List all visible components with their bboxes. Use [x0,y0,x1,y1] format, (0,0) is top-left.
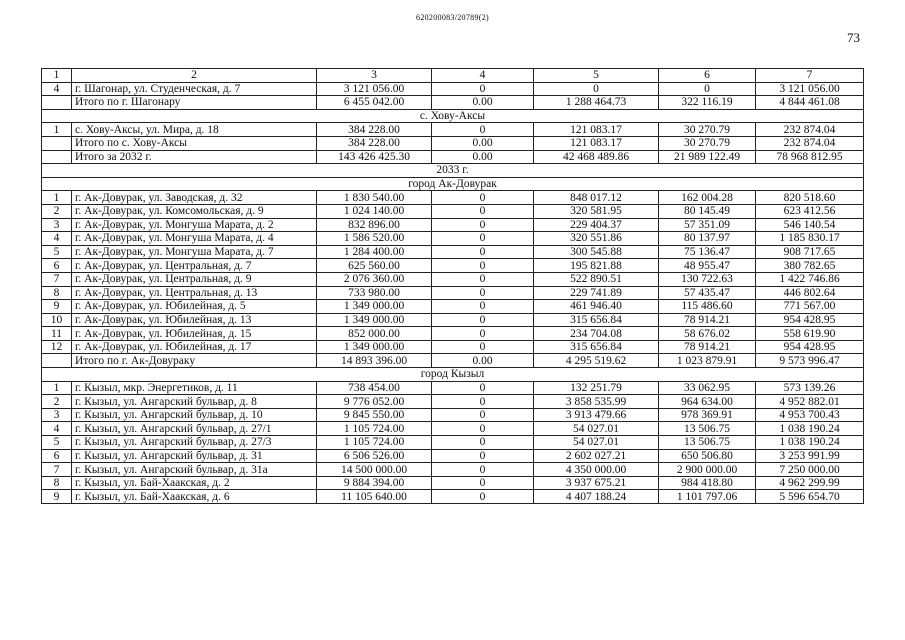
budget-cell: 4 350 000.00 [534,463,659,477]
fund-cell: 0 [432,191,534,205]
row-number: 1 [42,191,72,205]
total-cost-cell: 14 500 000.00 [317,463,432,477]
owner-funds-cell: 9 573 996.47 [756,354,864,368]
local-budget-cell: 30 270.79 [659,136,756,150]
local-budget-cell: 0 [659,82,756,96]
total-cost-cell: 1 024 140.00 [317,204,432,218]
budget-cell: 42 468 489.86 [534,150,659,164]
owner-funds-cell: 78 968 812.95 [756,150,864,164]
owner-funds-cell: 4 952 882.01 [756,395,864,409]
fund-cell: 0 [432,232,534,246]
address-cell: г. Ак-Довурак, ул. Заводская, д. 32 [72,191,317,205]
local-budget-cell: 978 369.91 [659,408,756,422]
owner-funds-cell: 7 250 000.00 [756,463,864,477]
fund-cell: 0 [432,463,534,477]
fund-cell: 0 [432,300,534,314]
address-cell: г. Кызыл, ул. Бай-Хаакская, д. 2 [72,476,317,490]
budget-cell: 195 821.88 [534,259,659,273]
budget-cell: 3 913 479.66 [534,408,659,422]
owner-funds-cell: 5 596 654.70 [756,490,864,504]
budget-table [41,68,864,504]
page-number: 73 [847,30,860,45]
owner-funds-cell: 4 844 461.08 [756,96,864,110]
fund-cell: 0 [432,218,534,232]
row-number: 9 [42,490,72,504]
address-cell: г. Ак-Довурак, ул. Монгуша Марата, д. 2 [72,218,317,232]
budget-cell: 4 407 188.24 [534,490,659,504]
address-cell: с. Хову-Аксы, ул. Мира, д. 18 [72,123,317,137]
total-cost-cell: 9 845 550.00 [317,408,432,422]
budget-cell: 2 602 027.21 [534,449,659,463]
address-cell: г. Кызыл, ул. Ангарский бульвар, д. 8 [72,395,317,409]
row-number: 3 [42,218,72,232]
address-cell: Итого по с. Хову-Аксы [72,136,317,150]
local-budget-cell: 78 914.21 [659,313,756,327]
column-header: 4 [432,69,534,83]
table-row [42,408,864,422]
total-cost-cell: 1 830 540.00 [317,191,432,205]
budget-cell: 0 [534,82,659,96]
fund-cell: 0 [432,245,534,259]
total-cost-cell: 14 893 396.00 [317,354,432,368]
budget-cell: 3 937 675.21 [534,476,659,490]
budget-cell: 300 545.88 [534,245,659,259]
row-number: 1 [42,381,72,395]
address-cell: Итого по г. Ак-Довураку [72,354,317,368]
local-budget-cell: 130 722.63 [659,272,756,286]
table-row [42,204,864,218]
fund-cell: 0 [432,286,534,300]
fund-cell: 0.00 [432,96,534,110]
total-cost-cell: 6 455 042.00 [317,96,432,110]
table-row [42,123,864,137]
fund-cell: 0 [432,408,534,422]
section-title: с. Хову-Аксы [42,109,864,123]
local-budget-cell: 48 955.47 [659,259,756,273]
table-body [42,69,864,504]
table-row [42,381,864,395]
owner-funds-cell: 446 802.64 [756,286,864,300]
fund-cell: 0 [432,436,534,450]
local-budget-cell: 30 270.79 [659,123,756,137]
table-row [42,340,864,354]
table-row [42,191,864,205]
address-cell: г. Ак-Довурак, ул. Юбилейная, д. 13 [72,313,317,327]
table-row [42,476,864,490]
budget-cell: 234 704.08 [534,327,659,341]
total-cost-cell: 1 105 724.00 [317,422,432,436]
column-header: 6 [659,69,756,83]
table-row [42,300,864,314]
owner-funds-cell: 1 422 746.86 [756,272,864,286]
total-cost-cell: 738 454.00 [317,381,432,395]
address-cell: г. Кызыл, ул. Бай-Хаакская, д. 6 [72,490,317,504]
fund-cell: 0 [432,395,534,409]
row-number: 9 [42,300,72,314]
budget-cell: 1 288 464.73 [534,96,659,110]
row-number: 4 [42,422,72,436]
owner-funds-cell: 232 874.04 [756,123,864,137]
owner-funds-cell: 908 717.65 [756,245,864,259]
total-cost-cell: 9 884 394.00 [317,476,432,490]
address-cell: Итого за 2032 г. [72,150,317,164]
address-cell: г. Ак-Довурак, ул. Монгуша Марата, д. 7 [72,245,317,259]
fund-cell: 0.00 [432,136,534,150]
owner-funds-cell: 4 953 700.43 [756,408,864,422]
row-number: 11 [42,327,72,341]
table-row [42,245,864,259]
owner-funds-cell: 546 140.54 [756,218,864,232]
fund-cell: 0 [432,204,534,218]
total-cost-cell: 1 105 724.00 [317,436,432,450]
owner-funds-cell: 558 619.90 [756,327,864,341]
table-row [42,395,864,409]
owner-funds-cell: 771 567.00 [756,300,864,314]
total-cost-cell: 1 349 000.00 [317,313,432,327]
row-number [42,150,72,164]
row-number: 6 [42,259,72,273]
owner-funds-cell: 3 121 056.00 [756,82,864,96]
local-budget-cell: 322 116.19 [659,96,756,110]
local-budget-cell: 58 676.02 [659,327,756,341]
total-cost-cell: 384 228.00 [317,123,432,137]
total-row [42,354,864,368]
local-budget-cell: 13 506.75 [659,422,756,436]
column-header: 3 [317,69,432,83]
owner-funds-cell: 232 874.04 [756,136,864,150]
table-row [42,286,864,300]
address-cell: г. Шагонар, ул. Студенческая, д. 7 [72,82,317,96]
row-number: 6 [42,449,72,463]
budget-cell: 461 946.40 [534,300,659,314]
section-title: город Ак-Довурак [42,177,864,191]
owner-funds-cell: 4 962 299.99 [756,476,864,490]
fund-cell: 0.00 [432,354,534,368]
address-cell: г. Ак-Довурак, ул. Юбилейная, д. 5 [72,300,317,314]
budget-cell: 3 858 535.99 [534,395,659,409]
address-cell: г. Ак-Довурак, ул. Юбилейная, д. 15 [72,327,317,341]
budget-cell: 315 656.84 [534,340,659,354]
table-row [42,259,864,273]
section-header-row [42,109,864,123]
owner-funds-cell: 623 412.56 [756,204,864,218]
fund-cell: 0 [432,123,534,137]
local-budget-cell: 650 506.80 [659,449,756,463]
address-cell: г. Ак-Довурак, ул. Центральная, д. 7 [72,259,317,273]
budget-cell: 121 083.17 [534,123,659,137]
total-row [42,150,864,164]
fund-cell: 0 [432,327,534,341]
budget-cell: 229 404.37 [534,218,659,232]
address-cell: г. Кызыл, ул. Ангарский бульвар, д. 31а [72,463,317,477]
fund-cell: 0 [432,476,534,490]
row-number [42,354,72,368]
total-cost-cell: 1 349 000.00 [317,300,432,314]
local-budget-cell: 162 004.28 [659,191,756,205]
column-header: 5 [534,69,659,83]
address-cell: г. Кызыл, ул. Ангарский бульвар, д. 31 [72,449,317,463]
local-budget-cell: 21 989 122.49 [659,150,756,164]
local-budget-cell: 57 435.47 [659,286,756,300]
owner-funds-cell: 820 518.60 [756,191,864,205]
budget-cell: 229 741.89 [534,286,659,300]
local-budget-cell: 80 145.49 [659,204,756,218]
address-cell: г. Ак-Довурак, ул. Центральная, д. 13 [72,286,317,300]
row-number: 7 [42,463,72,477]
row-number: 1 [42,123,72,137]
total-cost-cell: 9 776 052.00 [317,395,432,409]
table-row [42,232,864,246]
local-budget-cell: 984 418.80 [659,476,756,490]
column-header: 7 [756,69,864,83]
total-cost-cell: 832 896.00 [317,218,432,232]
fund-cell: 0 [432,82,534,96]
table-row [42,327,864,341]
section-header-row [42,177,864,191]
fund-cell: 0 [432,422,534,436]
address-cell: г. Кызыл, ул. Ангарский бульвар, д. 10 [72,408,317,422]
document-number: 620200083/20789(2) [416,13,489,22]
table-row [42,82,864,96]
total-cost-cell: 1 349 000.00 [317,340,432,354]
row-number: 12 [42,340,72,354]
section-header-row [42,164,864,178]
table-row [42,436,864,450]
table-row [42,313,864,327]
local-budget-cell: 78 914.21 [659,340,756,354]
column-header: 2 [72,69,317,83]
fund-cell: 0 [432,313,534,327]
total-cost-cell: 6 506 526.00 [317,449,432,463]
row-number: 2 [42,204,72,218]
row-number: 10 [42,313,72,327]
address-cell: г. Кызыл, ул. Ангарский бульвар, д. 27/1 [72,422,317,436]
total-cost-cell: 1 284 400.00 [317,245,432,259]
table-header-row [42,69,864,83]
table-row [42,218,864,232]
local-budget-cell: 1 101 797.06 [659,490,756,504]
section-title: 2033 г. [42,164,864,178]
owner-funds-cell: 380 782.65 [756,259,864,273]
local-budget-cell: 13 506.75 [659,436,756,450]
owner-funds-cell: 573 139.26 [756,381,864,395]
total-cost-cell: 1 586 520.00 [317,232,432,246]
budget-cell: 320 581.95 [534,204,659,218]
row-number [42,96,72,110]
owner-funds-cell: 954 428.95 [756,313,864,327]
row-number: 2 [42,395,72,409]
section-header-row [42,368,864,382]
section-title: город Кызыл [42,368,864,382]
column-header: 1 [42,69,72,83]
address-cell: г. Ак-Довурак, ул. Монгуша Марата, д. 4 [72,232,317,246]
address-cell: г. Кызыл, ул. Ангарский бульвар, д. 27/3 [72,436,317,450]
budget-cell: 54 027.01 [534,436,659,450]
fund-cell: 0 [432,272,534,286]
row-number: 4 [42,82,72,96]
table-row [42,490,864,504]
fund-cell: 0.00 [432,150,534,164]
row-number: 5 [42,436,72,450]
budget-cell: 54 027.01 [534,422,659,436]
local-budget-cell: 964 634.00 [659,395,756,409]
total-row [42,136,864,150]
budget-cell: 315 656.84 [534,313,659,327]
fund-cell: 0 [432,449,534,463]
address-cell: г. Ак-Довурак, ул. Центральная, д. 9 [72,272,317,286]
budget-cell: 4 295 519.62 [534,354,659,368]
address-cell: Итого по г. Шагонару [72,96,317,110]
local-budget-cell: 57 351.09 [659,218,756,232]
table-row [42,272,864,286]
owner-funds-cell: 1 185 830.17 [756,232,864,246]
local-budget-cell: 80 137.97 [659,232,756,246]
fund-cell: 0 [432,490,534,504]
local-budget-cell: 1 023 879.91 [659,354,756,368]
budget-cell: 132 251.79 [534,381,659,395]
row-number: 8 [42,286,72,300]
total-cost-cell: 852 000.00 [317,327,432,341]
address-cell: г. Ак-Довурак, ул. Комсомольская, д. 9 [72,204,317,218]
budget-cell: 848 017.12 [534,191,659,205]
local-budget-cell: 115 486.60 [659,300,756,314]
row-number [42,136,72,150]
budget-cell: 121 083.17 [534,136,659,150]
local-budget-cell: 2 900 000.00 [659,463,756,477]
total-row [42,96,864,110]
row-number: 8 [42,476,72,490]
fund-cell: 0 [432,259,534,273]
total-cost-cell: 3 121 056.00 [317,82,432,96]
budget-cell: 522 890.51 [534,272,659,286]
fund-cell: 0 [432,340,534,354]
address-cell: г. Кызыл, мкр. Энергетиков, д. 11 [72,381,317,395]
table-row [42,422,864,436]
budget-cell: 320 551.86 [534,232,659,246]
address-cell: г. Ак-Довурак, ул. Юбилейная, д. 17 [72,340,317,354]
row-number: 4 [42,232,72,246]
row-number: 5 [42,245,72,259]
total-cost-cell: 733 980.00 [317,286,432,300]
total-cost-cell: 625 560.00 [317,259,432,273]
owner-funds-cell: 3 253 991.99 [756,449,864,463]
table-row [42,463,864,477]
total-cost-cell: 384 228.00 [317,136,432,150]
total-cost-cell: 11 105 640.00 [317,490,432,504]
fund-cell: 0 [432,381,534,395]
owner-funds-cell: 1 038 190.24 [756,422,864,436]
owner-funds-cell: 954 428.95 [756,340,864,354]
total-cost-cell: 2 076 360.00 [317,272,432,286]
local-budget-cell: 33 062.95 [659,381,756,395]
owner-funds-cell: 1 038 190.24 [756,436,864,450]
row-number: 3 [42,408,72,422]
table-row [42,449,864,463]
row-number: 7 [42,272,72,286]
total-cost-cell: 143 426 425.30 [317,150,432,164]
local-budget-cell: 75 136.47 [659,245,756,259]
